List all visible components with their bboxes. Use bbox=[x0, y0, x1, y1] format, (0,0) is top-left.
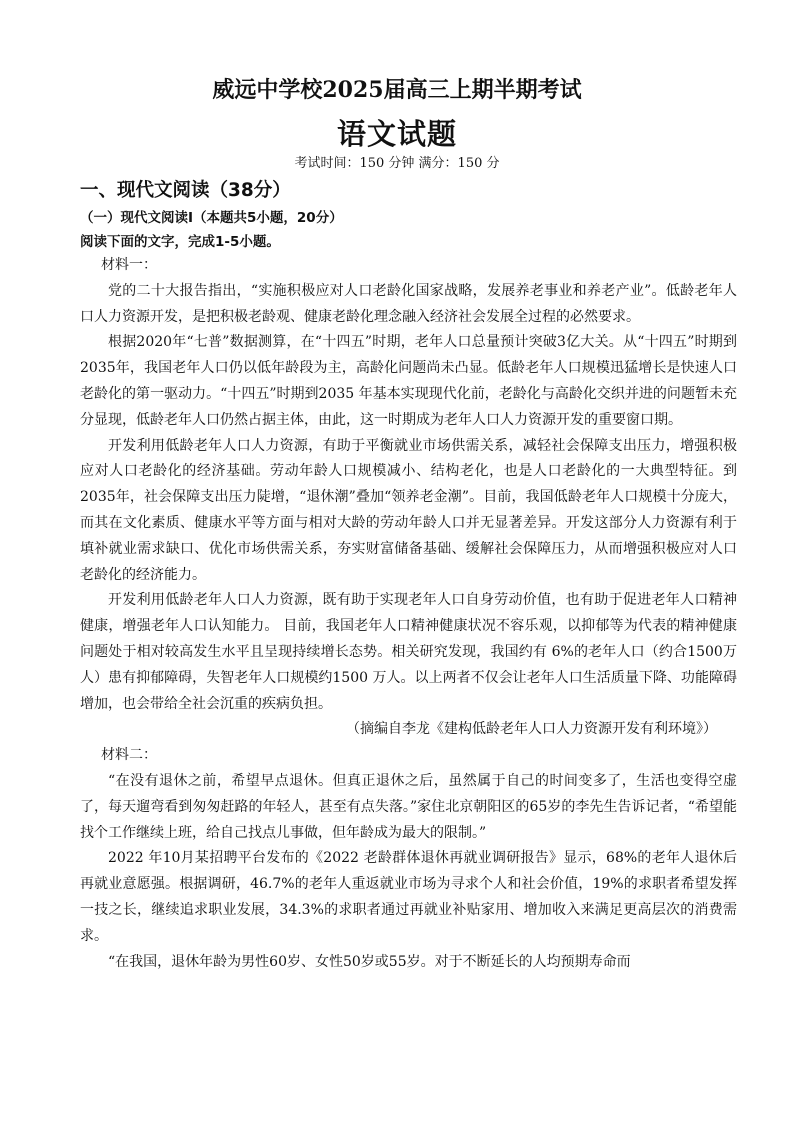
reading-passage bbox=[80, 253, 737, 975]
material-two-label: 材料二： bbox=[101, 747, 157, 764]
material-two-paragraph: “在我国，退休年龄为男性60岁、女性50岁或55岁。对于不断延长的人均预期寿命而 bbox=[108, 953, 631, 970]
section-subheading: （一）现代文阅读Ⅰ（本题共5小题，20分） bbox=[80, 210, 343, 226]
exam-title: 威远中学校2025届高三上期半期考试 bbox=[212, 77, 582, 103]
material-one-paragraph: 开发利用低龄老年人口人力资源，既有助于实现老年人口自身劳动价值，也有助于促进老年人口精神健康，增强老年人口认知能力。 目前，我国老年人口精神健康状况不容乐观，以抑郁等为代表的精神健康问题处于相对较高发生水平且呈现持续增长态势。相关研究发现，我国约有 6%的老年人口（约合1500万人）患有抑郁障碍，失智老年人口规模约1500 万人。以上两者不仅会让老年人口生活质量下降、功能障碍增加，也会带给全社会沉重的疾病负担。 bbox=[80, 592, 737, 712]
material-one-label: 材料一： bbox=[101, 257, 157, 273]
material-one-paragraph: 开发利用低龄老年人口人力资源，有助于平衡就业市场供需关系，减轻社会保障支出压力，增强积极应对人口老龄化的经济基础。劳动年龄人口规模减小、结构老化，也是人口老龄化的一大典型特征。到2035年，社会保障支出压力陡增，“退休潮”叠加“领养老金潮”。目前，我国低龄老年人口规模十分庞大，而其在文化素质、健康水平等方面与相对大龄的劳动年龄人口并无显著差异。开发这部分人力资源有利于填补就业需求缺口、优化市场供需关系，夯实财富储备基础、缓解社会保障压力，从而增强积极应对人口老龄化的经济能力。 bbox=[80, 437, 737, 583]
material-one-paragraph: 根据2020年“七普”数据测算，在“十四五”时期，老年人口总量预计突破3亿大关。从“十四五”时期到2035年，我国老年人口仍以低年龄段为主，高龄化问题尚未凸显。低龄老年人口规模迅猛增长是快速人口老龄化的第一驱动力。“十四五”时期到2035 年基本实现现代化前，老龄化与高龄化交织并进的问题暂未充分显现，低龄老年人口仍然占据主体，由此，这一时期成为老年人口人力资源开发的重要窗口期。 bbox=[80, 334, 737, 428]
section-heading: 一、现代文阅读（38分） bbox=[80, 180, 291, 201]
exam-subtitle: 语文试题 bbox=[336, 117, 457, 151]
exam-info: 考试时间：150 分钟 满分：150 分 bbox=[294, 156, 500, 171]
material-two-paragraph: “在没有退休之前，希望早点退休。但真正退休之后，虽然属于自己的时间变多了，生活也变得空虚了，每天遛弯看到匆匆赶路的年轻人，甚至有点失落。”家住北京朝阳区的65岁的李先生告诉记者，“希望能找个工作继续上班，给自己找点儿事做，但年龄成为最大的限制。” bbox=[80, 772, 737, 841]
material-one-source: （摘编自李龙《建构低龄老年人口人力资源开发有利环境》） bbox=[346, 721, 717, 738]
material-one-paragraph: 党的二十大报告指出，“实施积极应对人口老龄化国家战略，发展养老事业和养老产业”。低龄老年人口人力资源开发，是把积极老龄观、健康老龄化理念融入经济社会发展全过程的必然要求。 bbox=[80, 282, 737, 325]
reading-instruction: 阅读下面的文字，完成1-5小题。 bbox=[80, 234, 280, 250]
material-two-paragraph: 2022 年10月某招聘平台发布的《2022 老龄群体退休再就业调研报告》显示，68%的老年人退休后再就业意愿强。根据调研，46.7%的老年人重返就业市场为寻求个人和社会价值，19%的求职者希望发挥一技之长，继续追求职业发展，34.3%的求职者通过再就业补贴家用、增加收入来满足更高层次的消费需求。 bbox=[80, 850, 737, 944]
